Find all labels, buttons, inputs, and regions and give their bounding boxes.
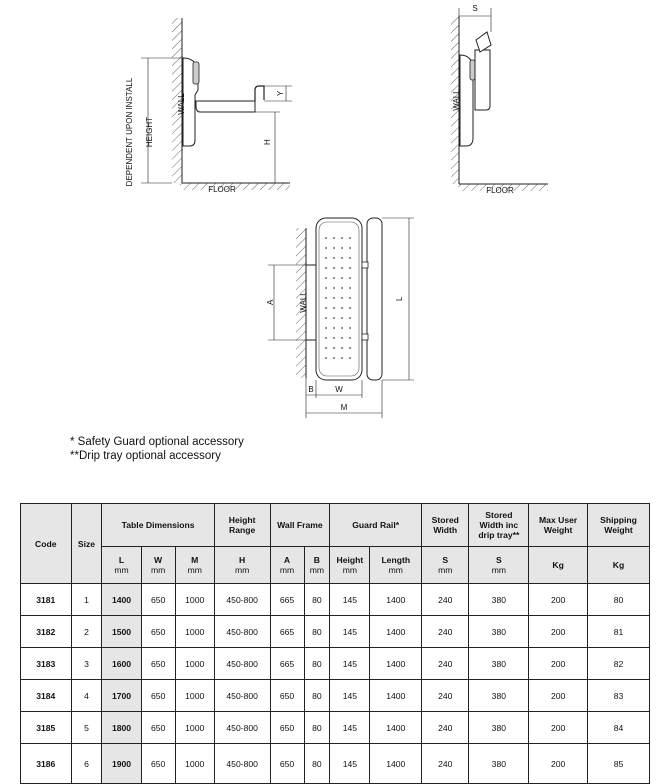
cell-size: 5 xyxy=(71,712,102,744)
cell-L: 1500 xyxy=(102,616,141,648)
cell-code: 3186 xyxy=(21,744,72,784)
cell-S: 240 xyxy=(422,648,469,680)
dim-a-label: A xyxy=(266,299,275,305)
sub-l: L mm xyxy=(102,547,141,584)
wall-frame-header: Wall Frame xyxy=(270,504,330,547)
seat-top-outline xyxy=(316,218,362,380)
sub-a: A mm xyxy=(270,547,304,584)
sub-s: S mm xyxy=(422,547,469,584)
cell-B: 80 xyxy=(304,680,330,712)
guard-rail-header: Guard Rail* xyxy=(330,504,422,547)
cell-W: 650 xyxy=(141,584,175,616)
cell-W: 650 xyxy=(141,712,175,744)
cell-ship: 82 xyxy=(588,648,650,680)
size-header: Size xyxy=(71,504,102,584)
cell-ship: 84 xyxy=(588,712,650,744)
cell-rail-len: 1400 xyxy=(370,680,422,712)
stored-width-header: Stored Width xyxy=(422,504,469,547)
cell-L: 1800 xyxy=(102,712,141,744)
sub-rail-height: Height mm xyxy=(330,547,370,584)
cell-rail-len: 1400 xyxy=(370,712,422,744)
cell-B: 80 xyxy=(304,744,330,784)
sub-kg-ship: Kg xyxy=(588,547,650,584)
height-range-header: Height Range xyxy=(214,504,270,547)
drip-tray-note: **Drip tray optional accessory xyxy=(70,450,221,462)
cell-M: 1000 xyxy=(175,680,214,712)
sub-h: H mm xyxy=(214,547,270,584)
folded-seat xyxy=(475,50,490,110)
cell-code: 3182 xyxy=(21,616,72,648)
cell-S-tray: 380 xyxy=(469,744,529,784)
sub-b: B mm xyxy=(304,547,330,584)
cell-S: 240 xyxy=(422,712,469,744)
table-row xyxy=(21,680,650,712)
table-row xyxy=(21,584,650,616)
cell-H: 450-800 xyxy=(214,744,270,784)
table-row xyxy=(21,648,650,680)
dim-h-label: H xyxy=(263,139,272,145)
subheader-row xyxy=(21,547,650,584)
cell-rail-h: 145 xyxy=(330,744,370,784)
cell-ship: 80 xyxy=(588,584,650,616)
cell-max: 200 xyxy=(529,648,588,680)
cell-W: 650 xyxy=(141,616,175,648)
header-row xyxy=(21,504,650,547)
sub-m: M mm xyxy=(175,547,214,584)
cell-H: 450-800 xyxy=(214,648,270,680)
cell-L: 1900 xyxy=(102,744,141,784)
cell-size: 1 xyxy=(71,584,102,616)
cell-S-tray: 380 xyxy=(469,680,529,712)
cell-S: 240 xyxy=(422,744,469,784)
cell-A: 665 xyxy=(270,616,304,648)
cell-S-tray: 380 xyxy=(469,616,529,648)
dim-l-label: L xyxy=(395,296,404,301)
cell-L: 1700 xyxy=(102,680,141,712)
specification-table xyxy=(20,503,650,784)
guard-rail-top xyxy=(367,218,382,380)
cell-rail-h: 145 xyxy=(330,648,370,680)
cell-A: 650 xyxy=(270,744,304,784)
cell-size: 4 xyxy=(71,680,102,712)
dim-b-label: B xyxy=(308,385,314,394)
cell-rail-h: 145 xyxy=(330,584,370,616)
cell-size: 6 xyxy=(71,744,102,784)
cell-rail-h: 145 xyxy=(330,616,370,648)
cell-rail-h: 145 xyxy=(330,680,370,712)
top-view-drawing xyxy=(266,218,414,418)
cell-H: 450-800 xyxy=(214,680,270,712)
stored-width-tray-header: Stored Width inc drip tray** xyxy=(469,504,529,547)
cell-rail-len: 1400 xyxy=(370,648,422,680)
install-height-label-1: DEPENDENT UPON INSTALL xyxy=(125,77,134,187)
cell-ship: 81 xyxy=(588,616,650,648)
table-dimensions-header: Table Dimensions xyxy=(102,504,214,547)
cell-max: 200 xyxy=(529,712,588,744)
cell-H: 450-800 xyxy=(214,616,270,648)
table-row xyxy=(21,744,650,784)
wall-label: WALL xyxy=(177,93,186,115)
cell-size: 2 xyxy=(71,616,102,648)
cell-code: 3181 xyxy=(21,584,72,616)
sub-s-tray: S mm xyxy=(469,547,529,584)
table-row xyxy=(21,616,650,648)
cell-rail-h: 145 xyxy=(330,712,370,744)
cell-M: 1000 xyxy=(175,584,214,616)
install-height-label-2: HEIGHT xyxy=(145,116,154,148)
cell-S-tray: 380 xyxy=(469,584,529,616)
cell-size: 3 xyxy=(71,648,102,680)
cell-S-tray: 380 xyxy=(469,712,529,744)
seat-platform xyxy=(196,101,255,112)
top-wall-label: WALL xyxy=(299,291,308,313)
cell-code: 3185 xyxy=(21,712,72,744)
cell-L: 1400 xyxy=(102,584,141,616)
cell-max: 200 xyxy=(529,584,588,616)
cell-max: 200 xyxy=(529,744,588,784)
cell-S: 240 xyxy=(422,584,469,616)
accessory-notes xyxy=(70,435,244,463)
floor-label: FLOOR xyxy=(208,185,236,194)
dim-m-label: M xyxy=(340,403,348,412)
cell-code: 3184 xyxy=(21,680,72,712)
shipping-weight-header: Shipping Weight xyxy=(588,504,650,547)
cell-rail-len: 1400 xyxy=(370,584,422,616)
code-header: Code xyxy=(21,504,72,584)
table-row xyxy=(21,712,650,744)
cell-A: 650 xyxy=(270,680,304,712)
stored-wall-label: WALL xyxy=(452,89,461,111)
cell-W: 650 xyxy=(141,744,175,784)
cell-M: 1000 xyxy=(175,712,214,744)
cell-W: 650 xyxy=(141,680,175,712)
stored-floor-label: FLOOR xyxy=(486,186,514,195)
side-view-drawing xyxy=(125,18,292,194)
cell-S-tray: 380 xyxy=(469,648,529,680)
dim-y-label: Y xyxy=(276,90,285,96)
cell-S: 240 xyxy=(422,680,469,712)
cell-S: 240 xyxy=(422,616,469,648)
sub-kg-max: Kg xyxy=(529,547,588,584)
cell-W: 650 xyxy=(141,648,175,680)
cell-B: 80 xyxy=(304,712,330,744)
cell-H: 450-800 xyxy=(214,584,270,616)
cell-M: 1000 xyxy=(175,616,214,648)
cell-max: 200 xyxy=(529,680,588,712)
stored-view-drawing xyxy=(451,4,548,195)
dim-w-label: W xyxy=(335,385,343,394)
cell-rail-len: 1400 xyxy=(370,616,422,648)
sub-rail-length: Length mm xyxy=(370,547,422,584)
cell-A: 665 xyxy=(270,584,304,616)
cell-code: 3183 xyxy=(21,648,72,680)
guard-rail xyxy=(255,86,264,101)
dim-s-label: S xyxy=(472,4,478,13)
cell-L: 1600 xyxy=(102,648,141,680)
cell-M: 1000 xyxy=(175,744,214,784)
safety-guard-note: * Safety Guard optional accessory xyxy=(70,436,244,448)
cell-B: 80 xyxy=(304,584,330,616)
cell-B: 80 xyxy=(304,616,330,648)
folded-guard-rail xyxy=(476,32,491,52)
cell-B: 80 xyxy=(304,648,330,680)
cell-ship: 85 xyxy=(588,744,650,784)
cell-H: 450-800 xyxy=(214,712,270,744)
cell-M: 1000 xyxy=(175,648,214,680)
max-user-weight-header: Max User Weight xyxy=(529,504,588,547)
cell-A: 665 xyxy=(270,648,304,680)
cell-max: 200 xyxy=(529,616,588,648)
sub-w: W mm xyxy=(141,547,175,584)
cell-ship: 83 xyxy=(588,680,650,712)
cell-A: 650 xyxy=(270,712,304,744)
cell-rail-len: 1400 xyxy=(370,744,422,784)
